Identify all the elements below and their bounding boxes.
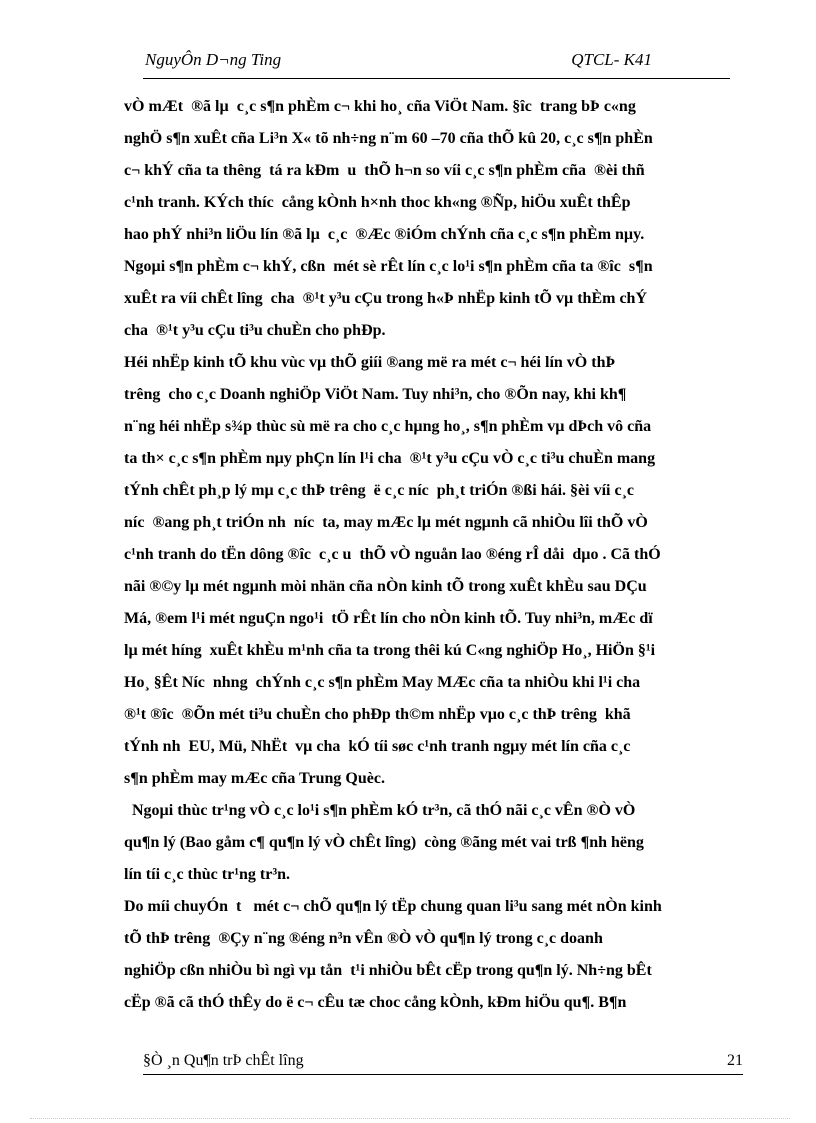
text-line: xuÊt ra víi chÊt lîng cha ®¹t y³u cÇu trong h«Þ nhËp kinh tÕ vµ thÈm chÝ [124, 290, 647, 307]
text-line: Ngoµi thùc tr¹ng vÒ c¸c lo¹i s¶n phÈm kÓ tr³n, cã thÓ nãi c¸c vÊn ®Ò vÒ [124, 802, 636, 819]
text-line: cËp ®ã cã thÓ thÊy do ë c¬ cÊu tæ choc cång kÒnh, kÐm hiÖu qu¶. B¶n [124, 994, 627, 1011]
text-line: nãi ®©y lµ mét ngµnh mòi nhän cña nÒn kinh tÕ trong xuÊt khÈu sau DÇu [124, 578, 647, 595]
body-text [124, 91, 764, 1019]
page-bottom-border [30, 1118, 790, 1119]
text-line: hao phÝ nhi³n liÖu lín ®ã lµ c¸c ®Æc ®iÓm chÝnh cña c¸c s¶n phÈm nµy. [124, 226, 645, 243]
text-line: Ngoµi s¶n phÈm c¬ khÝ, cßn mét sè rÊt lín c¸c lo¹i s¶n phÈm cña ta ®îc s¶n [124, 258, 653, 275]
text-line: ta th× c¸c s¶n phÈm nµy phÇn lín l¹i cha ®¹t y³u cÇu vÒ c¸c ti³u chuÈn mang [124, 450, 656, 467]
text-line: Ho¸ §Êt Níc nhng chÝnh c¸c s¶n phÈm May MÆc cña ta nhiÒu khi l¹i cha [124, 674, 641, 691]
text-line: qu¶n lý (Bao gåm c¶ qu¶n lý vÒ chÊt lîng) còng ®ãng mét vai trß ¶nh hëng [124, 834, 644, 851]
footer-title: §Ò ¸n Qu¶n trÞ chÊt lîng [143, 1052, 304, 1069]
text-line: níc ®ang ph¸t triÓn nh níc ta, may mÆc lµ mét ngµnh cã nhiÒu lîi thÕ vÒ [124, 514, 648, 531]
text-line: vÒ mÆt ®ã lµ c¸c s¶n phÈm c¬ khi ho¸ cña ViÖt Nam. §îc trang bÞ c«ng [124, 98, 636, 115]
text-line: trêng cho c¸c Doanh nghiÖp ViÖt Nam. Tuy nhi³n, cho ®Õn nay, khi kh¶ [124, 386, 627, 403]
text-line: nghiÖp cßn nhiÒu bì ngì vµ tån t¹i nhiÒu bÊt cËp trong qu¶n lý. Nh÷ng bÊt [124, 962, 652, 979]
text-line: tÝnh nh EU, Mü, NhËt vµ cha kÓ tíi søc c¹nh tranh ngµy mét lín cña c¸c [124, 738, 631, 755]
header-class: QTCL- K41 [571, 50, 652, 69]
page-header [143, 50, 730, 79]
text-line: lín tíi c¸c thùc tr¹ng tr³n. [124, 866, 291, 883]
text-line: Má, ®em l¹i mét nguÇn ngo¹i tÖ rÊt lín cho nÒn kinh tÕ. Tuy nhi³n, mÆc dï [124, 610, 653, 627]
text-line: ®¹t ®îc ®Õn mét ti³u chuÈn cho phÐp th©m nhËp vµo c¸c thÞ trêng khã [124, 706, 631, 723]
text-line: tÕ thÞ trêng ®Çy n¨ng ®éng n³n vÊn ®Ò vÒ qu¶n lý trong c¸c doanh [124, 930, 603, 947]
text-line: lµ mét híng xuÊt khÈu m¹nh cña ta trong thêi kú C«ng nghiÖp Ho¸, HiÖn §¹i [124, 642, 656, 659]
text-line: c¹nh tranh. KÝch thíc cång kÒnh h×nh thoc kh«ng ®Ñp, hiÖu xuÊt thÊp [124, 194, 631, 211]
page-number: 21 [727, 1052, 743, 1069]
text-line: tÝnh chÊt ph¸p lý mµ c¸c thÞ trêng ë c¸c níc ph¸t triÓn ®ßi hái. §èi víi c¸c [124, 482, 635, 499]
text-line: c¹nh tranh do tËn dông ®îc c¸c u thÕ vÒ nguån lao ®éng rÎ dåi dµo . Cã thÓ [124, 546, 661, 563]
text-line: n¨ng héi nhËp s¾p thùc sù më ra cho c¸c hµng ho¸, s¶n phÈm vµ dÞch vô cña [124, 418, 652, 435]
text-line: c¬ khÝ cña ta thêng tá ra kÐm u thÕ h¬n so víi c¸c s¶n phÈm cña ®èi thñ [124, 162, 645, 179]
text-line: Héi nhËp kinh tÕ khu vùc vµ thÕ giíi ®ang më ra mét c¬ héi lín vÒ thÞ [124, 354, 616, 371]
header-author: NguyÔn D¬ng Ting [145, 50, 282, 69]
text-line: cha ®¹t y³u cÇu ti³u chuÈn cho phÐp. [124, 322, 386, 339]
text-line: nghÖ s¶n xuÊt cña Li³n X« tõ nh÷ng n¨m 60 –70 cña thÕ kû 20, c¸c s¶n phÈn [124, 130, 653, 147]
page-footer [143, 1052, 743, 1075]
text-line: Do míi chuyÓn t mét c¬ chÕ qu¶n lý tËp chung quan li³u sang mét nÒn kinh [124, 898, 662, 915]
text-line: s¶n phÈm may mÆc cña Trung Quèc. [124, 770, 385, 787]
